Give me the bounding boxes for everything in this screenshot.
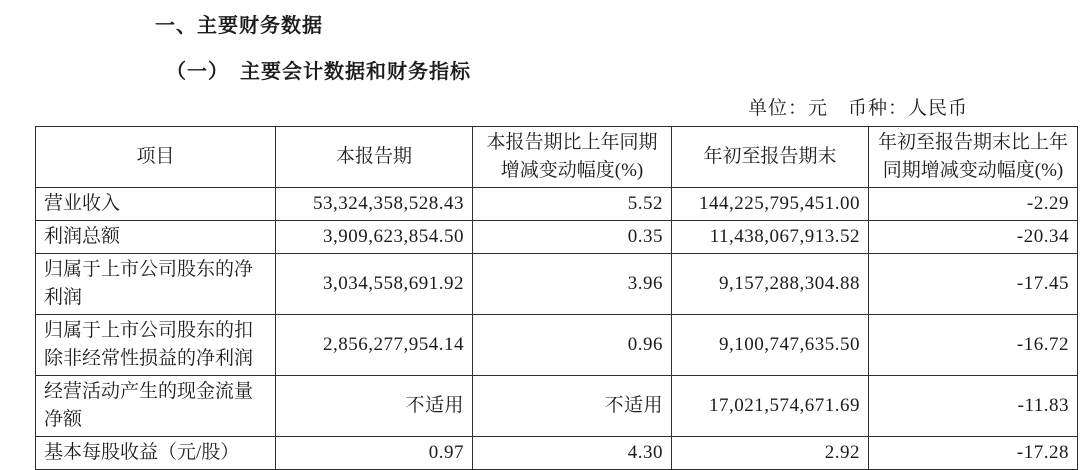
table-row (36, 315, 1078, 376)
cell-ytd: 144,225,795,451.00 (672, 188, 869, 221)
cell-current-period: 2,856,277,954.14 (276, 315, 473, 376)
cell-current-period-change: 5.52 (473, 188, 672, 221)
cell-ytd: 9,157,288,304.88 (672, 254, 869, 315)
cell-ytd: 11,438,067,913.52 (672, 221, 869, 254)
cell-current-period-change: 不适用 (473, 376, 672, 437)
cell-item: 经营活动产生的现金流量净额 (36, 376, 276, 437)
cell-current-period-change: 0.96 (473, 315, 672, 376)
cell-ytd-change: -17.28 (869, 437, 1078, 470)
header-ytd-change: 年初至报告期末比上年同期增减变动幅度(%) (869, 127, 1078, 188)
cell-current-period-change: 3.96 (473, 254, 672, 315)
header-current-period-change: 本报告期比上年同期增减变动幅度(%) (473, 127, 672, 188)
cell-current-period: 53,324,358,528.43 (276, 188, 473, 221)
currency-unit-note: 单位：元 币种：人民币 (747, 98, 968, 119)
cell-ytd: 2.92 (672, 437, 869, 470)
subsection-title: （一） 主要会计数据和财务指标 (166, 61, 471, 83)
cell-ytd-change: -16.72 (869, 315, 1078, 376)
cell-ytd-change: -20.34 (869, 221, 1078, 254)
cell-item: 归属于上市公司股东的净利润 (36, 254, 276, 315)
cell-item: 利润总额 (36, 221, 276, 254)
table-row (36, 376, 1078, 437)
header-ytd: 年初至报告期末 (672, 127, 869, 188)
section-title: 一、主要财务数据 (155, 15, 323, 37)
cell-item: 营业收入 (36, 188, 276, 221)
cell-current-period-change: 0.35 (473, 221, 672, 254)
cell-current-period: 不适用 (276, 376, 473, 437)
document-page (0, 9, 1080, 463)
table-header-row (36, 127, 1078, 188)
cell-ytd-change: -11.83 (869, 376, 1078, 437)
cell-current-period: 0.97 (276, 437, 473, 470)
cell-current-period: 3,909,623,854.50 (276, 221, 473, 254)
table-row (36, 221, 1078, 254)
cell-current-period-change: 4.30 (473, 437, 672, 470)
cell-item: 基本每股收益（元/股） (36, 437, 276, 470)
cell-current-period: 3,034,558,691.92 (276, 254, 473, 315)
table-row (36, 188, 1078, 221)
cell-item: 归属于上市公司股东的扣除非经常性损益的净利润 (36, 315, 276, 376)
cell-ytd: 9,100,747,635.50 (672, 315, 869, 376)
table-row (36, 437, 1078, 470)
table-row (36, 254, 1078, 315)
cell-ytd: 17,021,574,671.69 (672, 376, 869, 437)
header-current-period: 本报告期 (276, 127, 473, 188)
header-item: 项目 (36, 127, 276, 188)
cell-ytd-change: -2.29 (869, 188, 1078, 221)
cell-ytd-change: -17.45 (869, 254, 1078, 315)
financial-data-table (35, 126, 1078, 470)
